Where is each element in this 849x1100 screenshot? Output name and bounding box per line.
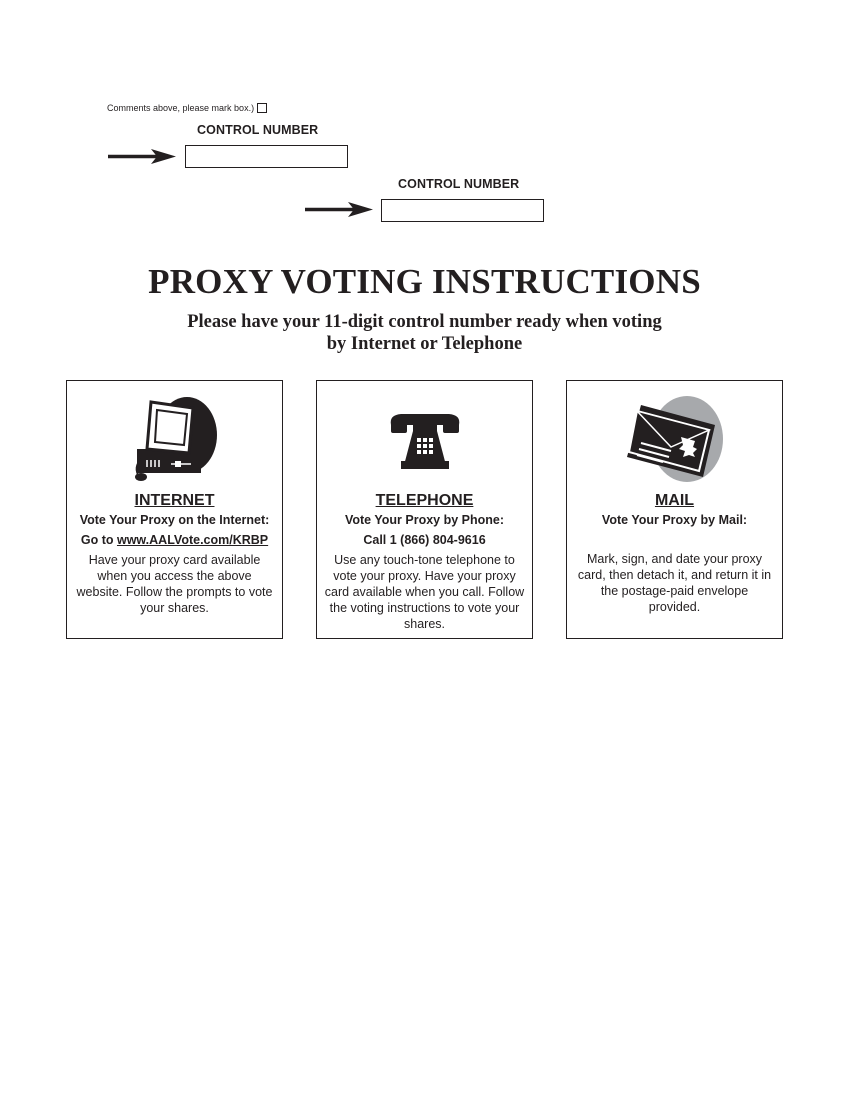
- internet-subheading: Vote Your Proxy on the Internet:: [79, 513, 270, 527]
- control-number-field-2[interactable]: [381, 199, 544, 222]
- telephone-voting-card: [316, 380, 533, 639]
- telephone-heading: TELEPHONE: [375, 492, 474, 509]
- control-number-label-2: CONTROL NUMBER: [398, 177, 520, 191]
- subtitle-line-2: by Internet or Telephone: [326, 334, 523, 354]
- internet-voting-card: [66, 380, 283, 639]
- internet-heading: INTERNET: [134, 492, 215, 509]
- mail-envelope-icon: [623, 395, 727, 483]
- comments-note-text: Comments above, please mark box.): [107, 103, 255, 113]
- internet-voting-link[interactable]: www.AALVote.com/KRBP: [116, 533, 269, 547]
- mail-voting-card: [566, 380, 783, 639]
- telephone-icon: [387, 411, 463, 471]
- comments-note: [107, 102, 267, 114]
- mail-subheading: Vote Your Proxy by Mail:: [601, 513, 748, 527]
- arrow-right-icon: [304, 201, 374, 218]
- page-subtitle: [150, 311, 699, 355]
- control-number-label-1: CONTROL NUMBER: [197, 123, 319, 137]
- comments-checkbox[interactable]: [257, 103, 267, 113]
- control-number-field-1[interactable]: [185, 145, 348, 168]
- internet-action-prefix: Go to: [80, 533, 117, 547]
- telephone-subheading: Vote Your Proxy by Phone:: [344, 513, 505, 527]
- internet-action: [67, 531, 282, 550]
- internet-instructions: Have your proxy card available when you access the above website. Follow the prompts to vote your shares.: [76, 553, 273, 615]
- computer-icon: [127, 397, 227, 483]
- telephone-action: Call 1 (866) 804-9616: [363, 533, 486, 547]
- telephone-instructions: Use any touch-tone telephone to vote your proxy. Have your proxy card available when you call. Follow the voting instructions to vote your shares.: [324, 553, 525, 631]
- arrow-right-icon: [107, 148, 177, 165]
- mail-instructions: Mark, sign, and date your proxy card, then detach it, and return it in the postage-paid envelope provided.: [577, 552, 772, 614]
- mail-heading: MAIL: [654, 492, 695, 509]
- subtitle-line-1: Please have your 11-digit control number ready when voting: [187, 312, 662, 332]
- page-title: PROXY VOTING INSTRUCTIONS: [148, 262, 701, 301]
